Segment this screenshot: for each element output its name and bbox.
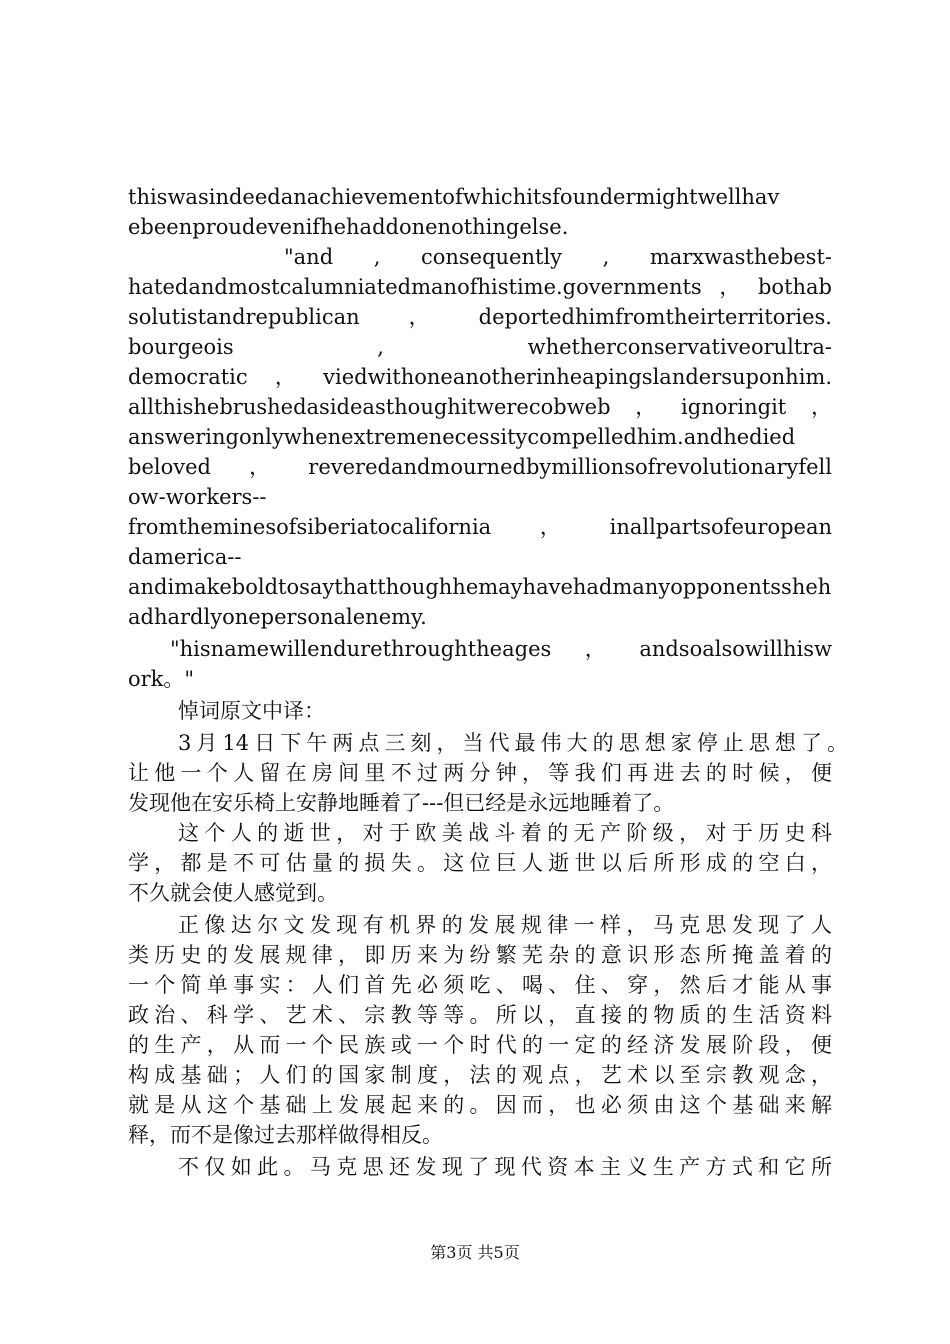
- text-line: solutistandrepublican，deportedhimfromtheirterritories.: [128, 305, 832, 329]
- text-line: allthishebrushedasideasthoughitwerecobweb，ignoringit，: [128, 395, 832, 419]
- text-line: 不久就会使人感觉到。: [128, 881, 338, 905]
- text-line: damerica--: [128, 545, 242, 569]
- text-line: 政治、科学、艺术、宗教等等。所以，直接的物质的生活资料: [128, 1003, 832, 1027]
- text-line: ork。": [128, 667, 195, 691]
- text-line: democratic，viedwithoneanotherinheapingslandersuponhim.: [128, 365, 832, 389]
- section-heading: 悼词原文中译：: [178, 699, 325, 723]
- text-line: 释，而不是像过去那样做得相反。: [128, 1123, 443, 1147]
- text-line: 这个人的逝世，对于欧美战斗着的无产阶级，对于历史科: [178, 821, 832, 845]
- text-line: ebeenproudevenifhehaddonenothingelse.: [128, 215, 569, 239]
- text-line: 类历史的发展规律，即历来为纷繁芜杂的意识形态所掩盖着的: [128, 943, 832, 967]
- text-line: 的生产，从而一个民族或一个时代的一定的经济发展阶段，便: [128, 1033, 832, 1057]
- text-line: beloved，reveredandmournedbymillionsofrevolutionaryfell: [128, 455, 832, 479]
- text-line: 就是从这个基础上发展起来的。因而，也必须由这个基础来解: [128, 1093, 832, 1117]
- text-line: bourgeois , whetherconservativeorultra-: [128, 335, 832, 359]
- text-line: 构成基础；人们的国家制度，法的观点，艺术以至宗教观念，: [128, 1063, 832, 1087]
- text-line: "and , consequently , marxwasthebest-: [284, 245, 832, 269]
- text-line: thiswasindeedanachievementofwhichitsfoundermightwellhav: [128, 185, 780, 209]
- text-line: ow-workers--: [128, 485, 267, 509]
- text-line: 一个简单事实：人们首先必须吃、喝、住、穿，然后才能从事: [128, 973, 832, 997]
- text-line: fromtheminesofsiberiatocalifornia，inallpartsofeuropean: [128, 515, 832, 539]
- text-line: 3月14日下午两点三刻，当代最伟大的思想家停止思想了。: [178, 731, 848, 755]
- text-line: 发现他在安乐椅上安静地睡着了---但已经是永远地睡着了。: [128, 791, 675, 815]
- text-line: adhardlyonepersonalenemy.: [128, 605, 427, 629]
- text-line: 让他一个人留在房间里不过两分钟，等我们再进去的时候，便: [128, 761, 832, 785]
- text-line: 正像达尔文发现有机界的发展规律一样，马克思发现了人: [178, 913, 832, 937]
- text-line: hatedandmostcalumniatedmanofhistime.governments，bothab: [128, 275, 832, 299]
- text-line: 不仅如此。马克思还发现了现代资本主义生产方式和它所: [178, 1155, 832, 1179]
- text-line: "hisnamewillendurethroughtheages，andsoalsowillhisw: [170, 637, 832, 661]
- page-number-footer: 第3页 共5页: [430, 1243, 520, 1262]
- text-line: andimakeboldtosaythatthoughhemayhavehadmanyopponentssheh: [128, 575, 832, 599]
- text-line: answeringonlywhenextremenecessitycompelledhim.andhedied: [128, 425, 796, 449]
- text-line: 学，都是不可估量的损失。这位巨人逝世以后所形成的空白，: [128, 851, 832, 875]
